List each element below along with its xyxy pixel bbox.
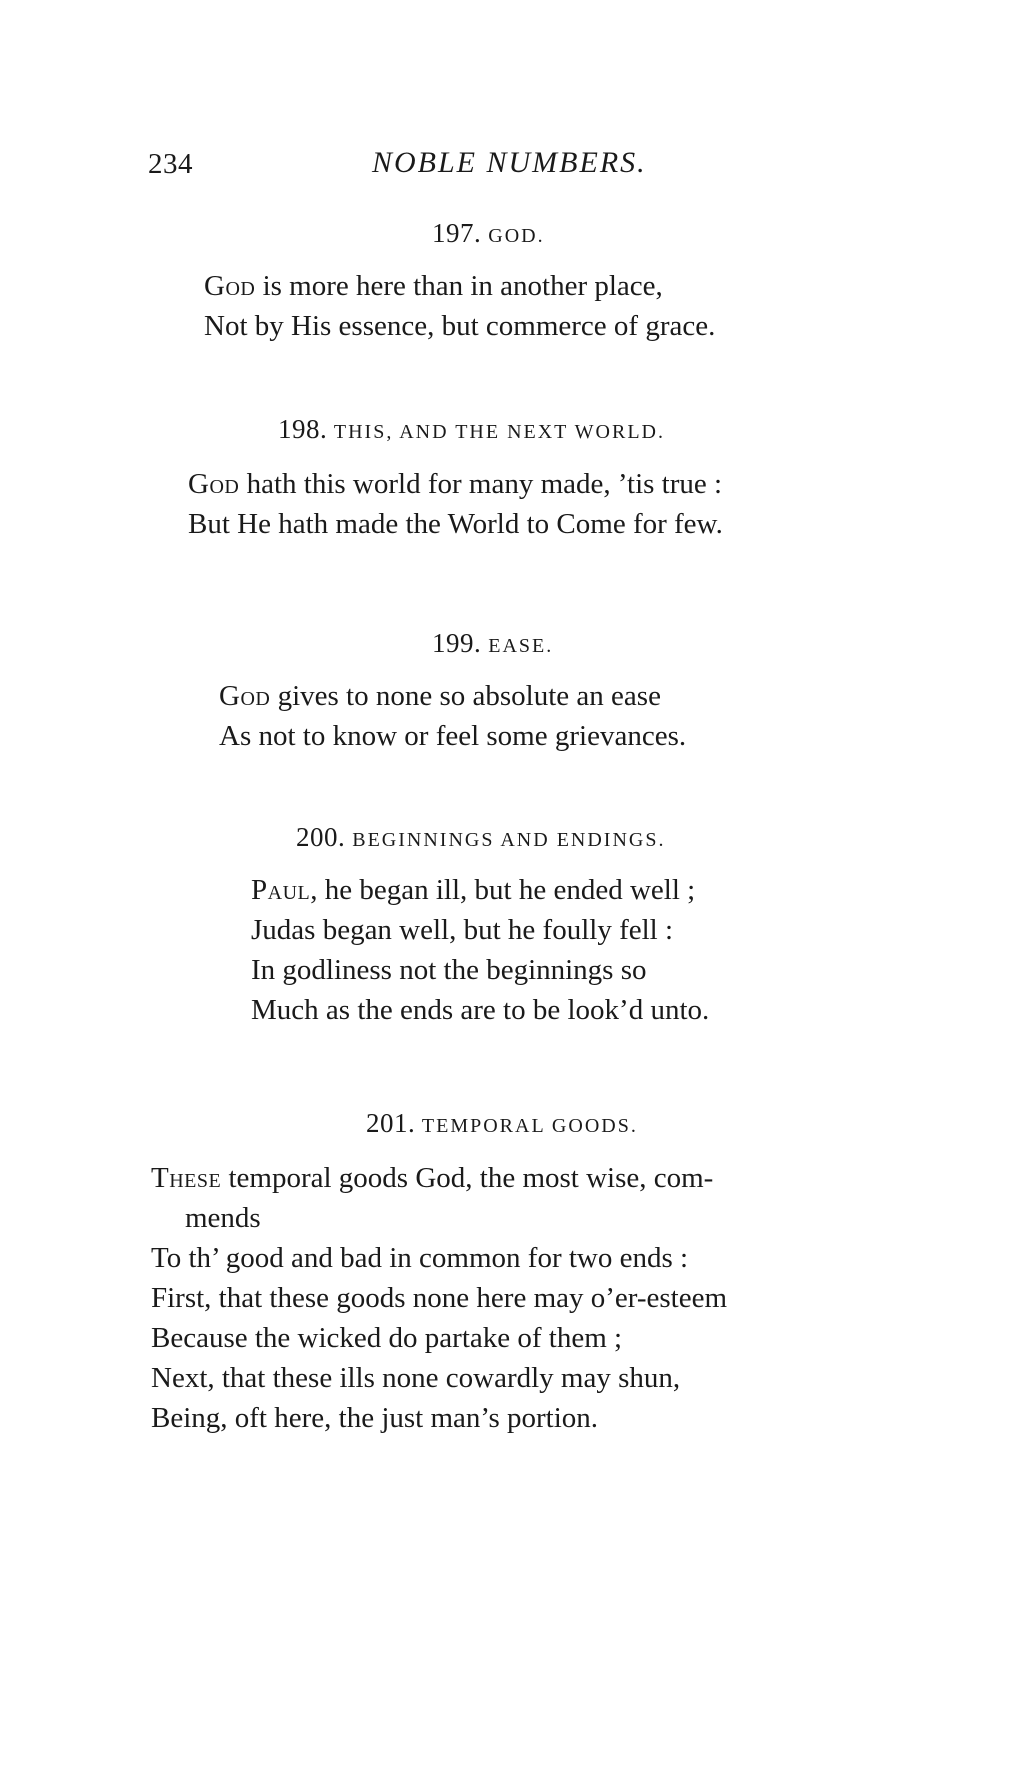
verse-line: In godliness not the beginnings so	[251, 954, 647, 986]
verse-line: These temporal goods God, the most wise, com-	[151, 1162, 714, 1194]
verse-line: Much as the ends are to be look’d unto.	[251, 994, 710, 1026]
verse-line: Being, oft here, the just man’s portion.	[151, 1402, 599, 1434]
verse-line: Next, that these ills none cowardly may shun,	[151, 1362, 681, 1394]
verse-line: As not to know or feel some grievances.	[219, 720, 687, 752]
page-number: 234	[148, 148, 193, 180]
verse-line: To th’ good and bad in common for two ends :	[151, 1242, 689, 1274]
poem-197-text	[204, 266, 715, 346]
running-head	[148, 146, 688, 186]
poem-heading-199	[0, 628, 1027, 659]
verse-line: God hath this world for many made, ’tis true :	[188, 468, 723, 500]
verse-line: Paul, he began ill, but he ended well ;	[251, 874, 696, 906]
poem-201-text	[151, 1158, 727, 1438]
poem-heading-200	[0, 822, 1027, 853]
verse-line: But He hath made the World to Come for few.	[188, 508, 723, 540]
poem-heading-201	[0, 1108, 1027, 1139]
poem-heading-198	[0, 414, 1027, 445]
poem-title: EASE.	[488, 635, 554, 657]
verse-line: Because the wicked do partake of them ;	[151, 1322, 623, 1354]
poem-number: 200.	[296, 822, 346, 852]
verse-line: Judas began well, but he foully fell :	[251, 914, 674, 946]
poem-title: GOD.	[488, 225, 545, 247]
verse-line: First, that these goods none here may o’er-esteem	[151, 1282, 728, 1314]
poem-heading-197	[0, 218, 1027, 249]
verse-line-turnover: mends	[185, 1202, 261, 1234]
poem-number: 201.	[366, 1108, 416, 1138]
poem-number: 199.	[432, 628, 482, 658]
poem-number: 198.	[278, 414, 328, 444]
poem-number: 197.	[432, 218, 482, 248]
poem-200-text	[251, 870, 709, 1030]
poem-title: BEGINNINGS AND ENDINGS.	[352, 829, 666, 851]
verse-line: God is more here than in another place,	[204, 270, 663, 302]
running-title: NOBLE NUMBERS.	[372, 146, 647, 179]
poem-198-text	[188, 464, 723, 544]
verse-line: God gives to none so absolute an ease	[219, 680, 661, 712]
poem-title: TEMPORAL GOODS.	[421, 1115, 638, 1137]
poem-title: THIS, AND THE NEXT WORLD.	[333, 421, 665, 443]
poem-199-text	[219, 676, 686, 756]
verse-line: Not by His essence, but commerce of grace.	[204, 310, 716, 342]
